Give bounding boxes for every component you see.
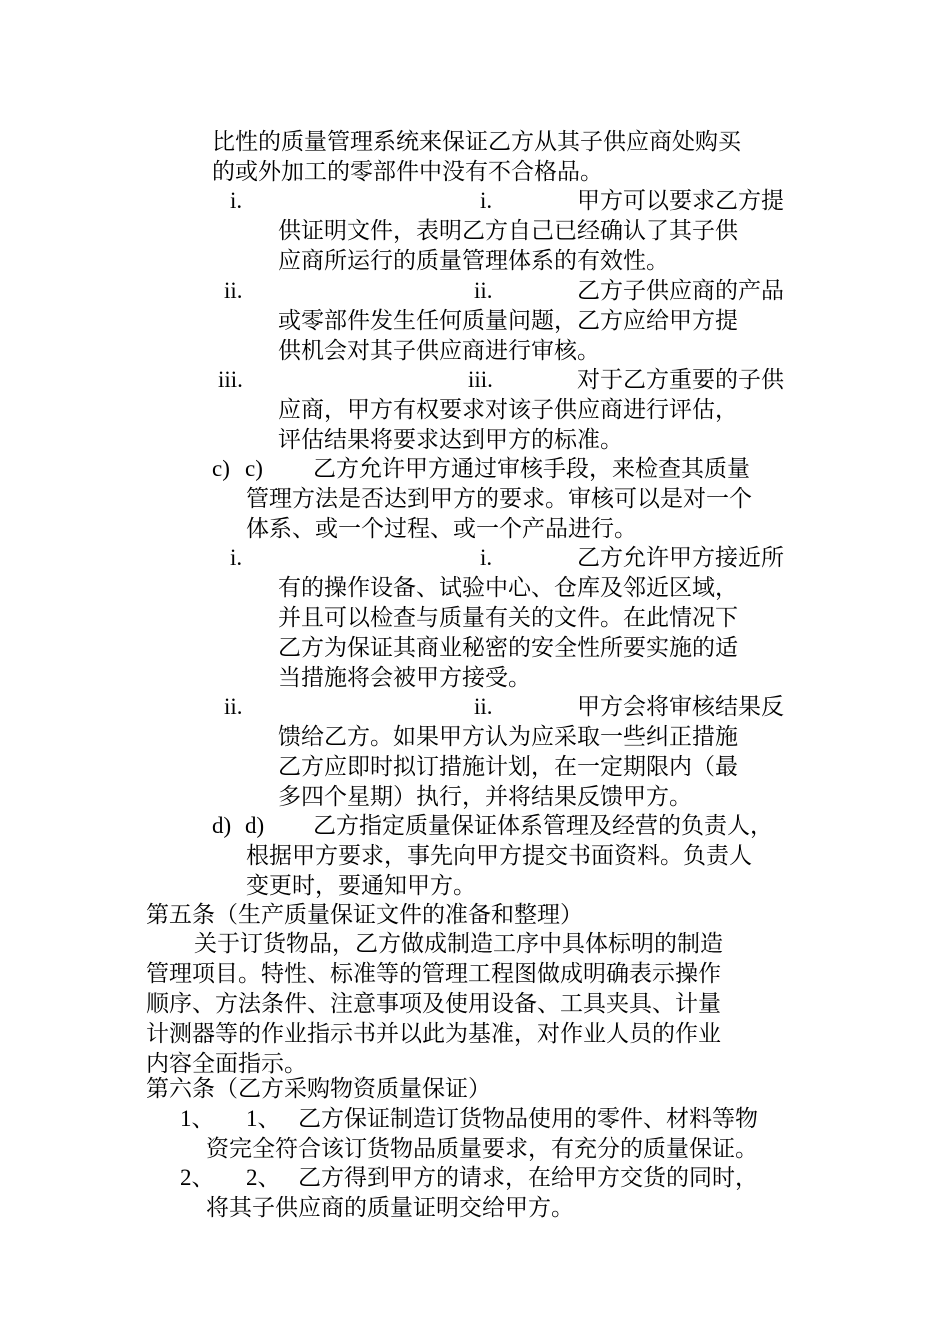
text-line: 管理项目。特性、标准等的管理工程图做成明确表示操作 <box>146 961 721 987</box>
text-line: 或零部件发生任何质量问题，乙方应给甲方提 <box>278 308 738 334</box>
text-line: 应商，甲方有权要求对该子供应商进行评估， <box>278 397 738 423</box>
list-marker: c) <box>245 456 263 481</box>
list-marker: iii. <box>218 367 243 392</box>
text-line: 对于乙方重要的子供 <box>577 367 784 393</box>
list-marker: ii. <box>224 694 243 719</box>
text-line: 顺序、方法条件、注意事项及使用设备、工具夹具、计量 <box>146 991 721 1017</box>
text-line: 乙方为保证其商业秘密的安全性所要实施的适 <box>278 635 738 661</box>
list-marker: i. <box>480 545 493 570</box>
list-marker: d) <box>245 813 265 838</box>
text-line: 当措施将会被甲方接受。 <box>278 665 531 691</box>
list-marker: iii. <box>468 367 493 392</box>
list-marker: 1、 <box>180 1106 215 1131</box>
list-marker: i. <box>480 188 493 213</box>
list-marker: d) <box>212 813 232 838</box>
list-marker: c) <box>212 456 230 481</box>
list-marker: ii. <box>474 694 493 719</box>
list-marker: ii. <box>224 278 243 303</box>
text-line: 供机会对其子供应商进行审核。 <box>278 338 600 364</box>
list-marker: 1、 <box>246 1106 281 1131</box>
list-marker: i. <box>230 545 243 570</box>
text-line: 乙方允许甲方通过审核手段，来检查其质量 <box>313 456 750 482</box>
text-line: 变更时，要通知甲方。 <box>246 873 476 899</box>
text-line: 根据甲方要求，事先向甲方提交书面资料。负责人 <box>246 843 752 869</box>
text-line: 体系、或一个过程、或一个产品进行。 <box>246 516 637 542</box>
text-line: 应商所运行的质量管理体系的有效性。 <box>278 248 669 274</box>
text-line: 乙方应即时拟订措施计划，在一定期限内（最 <box>278 754 738 780</box>
text-line: 甲方会将审核结果反 <box>577 694 784 720</box>
text-line: 资完全符合该订货物品质量要求，有充分的质量保证。 <box>206 1136 758 1162</box>
text-line: 乙方指定质量保证体系管理及经营的负责人， <box>313 813 773 839</box>
text-line: 计测器等的作业指示书并以此为基准，对作业人员的作业 <box>146 1021 721 1047</box>
text-line: 关于订货物品，乙方做成制造工序中具体标明的制造 <box>194 931 723 957</box>
text-line: 馈给乙方。如果甲方认为应采取一些纠正措施 <box>278 724 738 750</box>
text-line: 供证明文件，表明乙方自己已经确认了其子供 <box>278 218 738 244</box>
text-line: 有的操作设备、试验中心、仓库及邻近区域， <box>278 575 738 601</box>
list-marker: 2、 <box>246 1165 281 1190</box>
text-line: 比性的质量管理系统来保证乙方从其子供应商处购买 <box>212 129 741 155</box>
text-line: 并且可以检查与质量有关的文件。在此情况下 <box>278 605 738 631</box>
text-line: 乙方子供应商的产品 <box>577 278 784 304</box>
list-marker: i. <box>230 188 243 213</box>
article-heading: 第六条（乙方采购物资质量保证） <box>146 1076 491 1102</box>
text-line: 管理方法是否达到甲方的要求。审核可以是对一个 <box>246 486 752 512</box>
text-line: 甲方可以要求乙方提 <box>577 188 784 214</box>
text-line: 的或外加工的零部件中没有不合格品。 <box>212 159 603 185</box>
text-line: 多四个星期）执行，并将结果反馈甲方。 <box>278 784 692 810</box>
text-line: 乙方保证制造订货物品使用的零件、材料等物 <box>298 1106 758 1132</box>
text-line: 将其子供应商的质量证明交给甲方。 <box>206 1195 574 1221</box>
text-line: 内容全面指示。 <box>146 1051 307 1077</box>
list-marker: 2、 <box>180 1165 215 1190</box>
text-line: 乙方允许甲方接近所 <box>577 545 784 571</box>
text-line: 评估结果将要求达到甲方的标准。 <box>278 427 623 453</box>
article-heading: 第五条（生产质量保证文件的准备和整理） <box>146 902 583 928</box>
text-line: 乙方得到甲方的请求，在给甲方交货的同时， <box>298 1165 758 1191</box>
list-marker: ii. <box>474 278 493 303</box>
